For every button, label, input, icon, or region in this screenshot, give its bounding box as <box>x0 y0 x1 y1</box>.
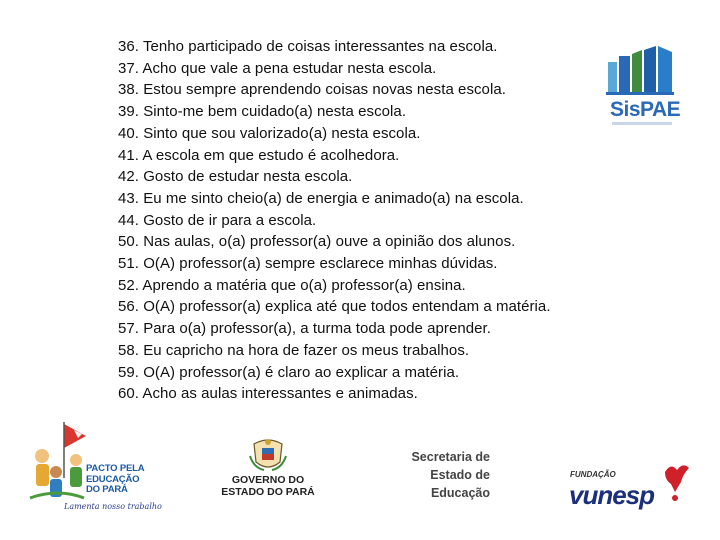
list-item: 36. Tenho participado de coisas interessantes na escola. <box>118 38 498 55</box>
sispae-pae: PAE <box>640 98 681 121</box>
seduc-logo <box>394 450 494 506</box>
seduc-line-3: Educação <box>430 486 490 500</box>
list-item: 60. Acho as aulas interessantes e animadas. <box>118 385 418 403</box>
list-item: 44. Gosto de ir para a escola. <box>118 211 317 229</box>
vunesp-fundacao: FUNDAÇÃO <box>570 470 616 479</box>
pacto-tagline: Lamenta nosso trabalho <box>64 502 162 511</box>
list-item: 39. Sinto-me bem cuidado(a) nesta escola. <box>118 103 407 121</box>
pacto-logo <box>28 418 162 516</box>
list-item: 38. Estou sempre aprendendo coisas novas nesta escola. <box>118 81 506 99</box>
governo-para-logo <box>208 440 328 502</box>
sispae-logo <box>604 46 681 128</box>
pacto-line-1: PACTO PELA <box>86 463 145 474</box>
list-item: 58. Eu capricho na hora de fazer os meus trabalhos. <box>118 341 470 359</box>
coat-of-arms-icon <box>248 438 288 474</box>
pacto-title <box>86 464 144 496</box>
vunesp-wordmark: vunesp <box>569 480 655 510</box>
list-item: 59. O(A) professor(a) é claro ao explicar a matéria. <box>118 363 460 381</box>
vunesp-bird-icon <box>661 462 691 504</box>
list-item: 57. Para o(a) professor(a), a turma toda pode aprender. <box>118 320 491 338</box>
list-item: 43. Eu me sinto cheio(a) de energia e animado(a) na escola. <box>118 189 524 207</box>
sispae-fine-print <box>612 122 672 125</box>
pacto-line-3: DO PARÁ <box>86 484 128 495</box>
list-item: 37. Acho que vale a pena estudar nesta escola. <box>118 59 437 77</box>
sispae-sis: Sis <box>610 98 641 121</box>
list-item: 41. A escola em que estudo é acolhedora. <box>118 146 400 164</box>
list-item: 51. O(A) professor(a) sempre esclarece minhas dúvidas. <box>118 255 498 273</box>
item-list <box>118 36 608 405</box>
list-item: 42. Gosto de estudar nesta escola. <box>118 168 353 186</box>
seduc-line-2: Estado de <box>430 468 490 482</box>
list-item: 40. Sinto que sou valorizado(a) nesta escola. <box>118 124 421 142</box>
governo-line-2: ESTADO DO PARÁ <box>221 486 315 498</box>
seduc-line-1: Secretaria de <box>411 450 490 464</box>
list-item: 50. Nas aulas, o(a) professor(a) ouve a opinião dos alunos. <box>118 233 516 251</box>
list-item: 52. Aprendo a matéria que o(a) professor(a) ensina. <box>118 276 466 294</box>
list-item: 56. O(A) professor(a) explica até que todos entendam a matéria. <box>118 298 551 316</box>
governo-name <box>208 474 328 498</box>
governo-line-1: GOVERNO DO <box>231 474 305 486</box>
books-icon <box>604 46 676 98</box>
vunesp-logo <box>565 460 695 510</box>
sispae-wordmark <box>610 98 680 122</box>
pacto-line-2: EDUCAÇÃO <box>86 473 140 485</box>
